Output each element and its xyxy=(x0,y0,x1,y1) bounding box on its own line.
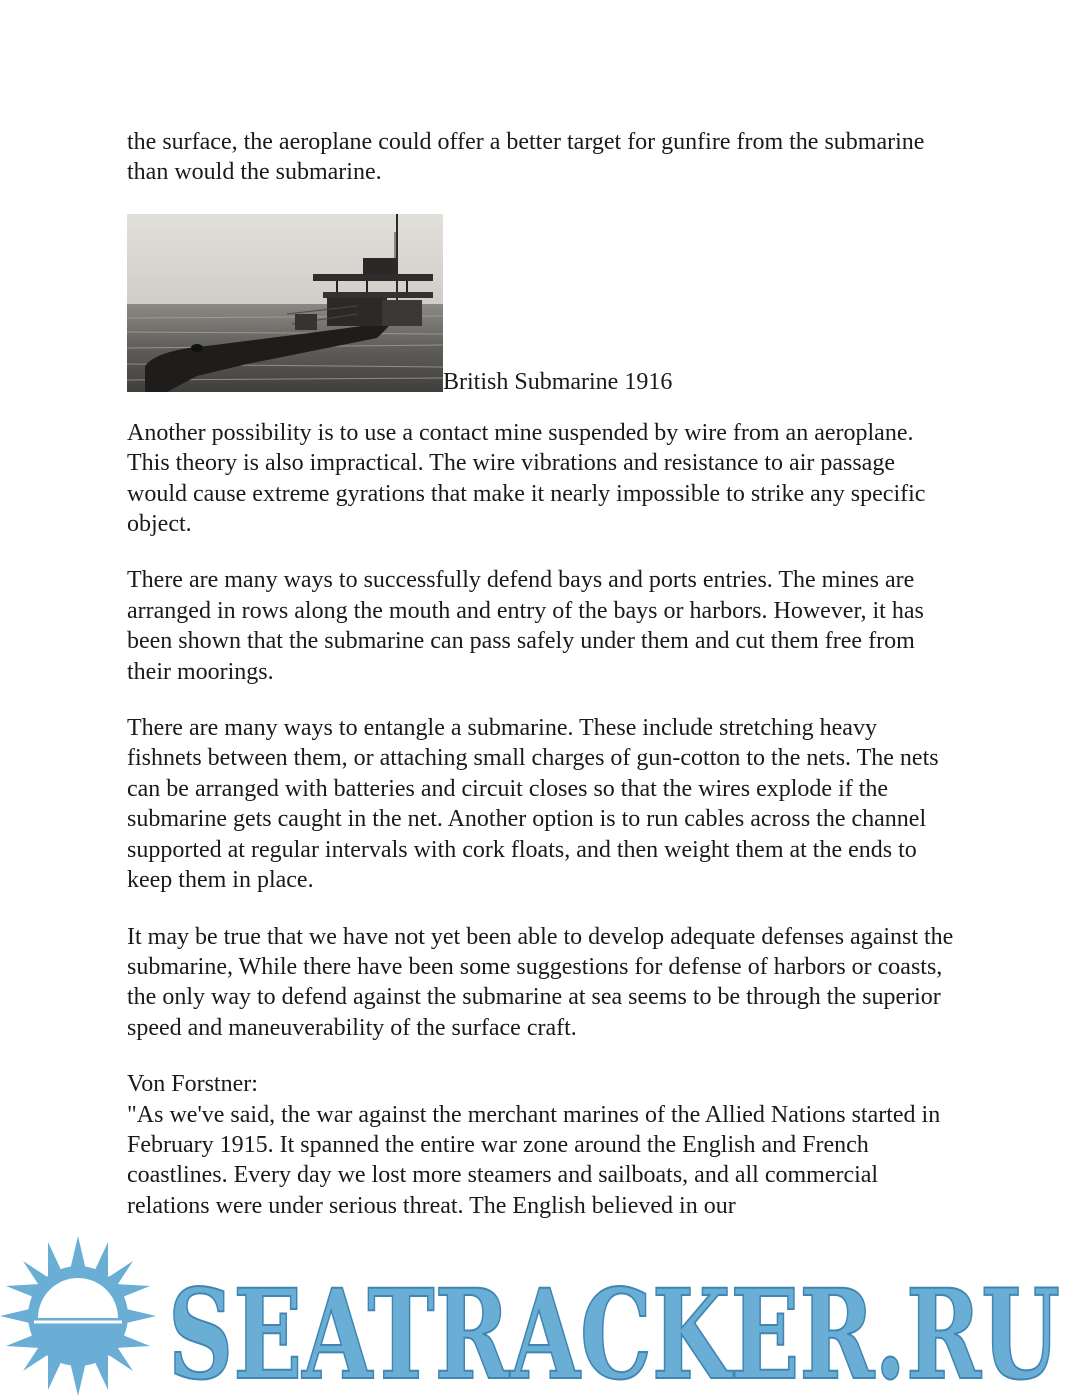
watermark-text: SEATRACKER.RU xyxy=(168,1263,1060,1397)
quote-speaker: Von Forstner: xyxy=(127,1071,258,1098)
figure-caption: British Submarine 1916 xyxy=(443,368,673,395)
seatracker-watermark xyxy=(0,1236,1080,1397)
paragraph-4: There are many ways to entangle a submarine. These include stretching heavy fishnets between them, or attaching small charges of gun-cotton to the nets. The nets can be arranged with batteries and circuit closes so that the wires explode if the submarine gets caught in the net. Another option is to run cables across the channel supported at regular intervals with cork floats, and then weight them at the ends to keep them in place. xyxy=(127,715,939,894)
quote-block xyxy=(127,1069,957,1221)
paragraph-1: the surface, the aeroplane could offer a better target for gunfire from the submarine than would the submarine. xyxy=(127,129,925,186)
paragraph-3: There are many ways to successfully defend bays and ports entries. The mines are arranged in rows along the mouth and entry of the bays or harbors. However, it has been shown that the submarine can pass safely under them and cut them free from their moorings. xyxy=(127,567,924,685)
paragraph-5: It may be true that we have not yet been able to develop adequate defenses against the submarine, While there have been some suggestions for defense of harbors or coasts, the only way to defend against the submarine at sea seems to be through the superior speed and maneuverability of the surface craft. xyxy=(127,923,954,1041)
sun-logo-icon xyxy=(0,1236,156,1396)
quote-text: "As we've said, the war against the merchant marines of the Allied Nations started in February 1915. It spanned the entire war zone around the English and French coastlines. Every day we lost more steamers and sailboats, and all commercial relations were under serious threat. The English believed in our xyxy=(127,1101,941,1219)
paragraph-2: Another possibility is to use a contact mine suspended by wire from an aeroplane. This theory is also impractical. The wire vibrations and resistance to air passage would cause extreme gyrations that make it nearly impossible to strike any specific object. xyxy=(127,419,926,538)
submarine-photo xyxy=(127,214,443,392)
figure xyxy=(127,214,957,395)
document-page xyxy=(127,127,957,1247)
